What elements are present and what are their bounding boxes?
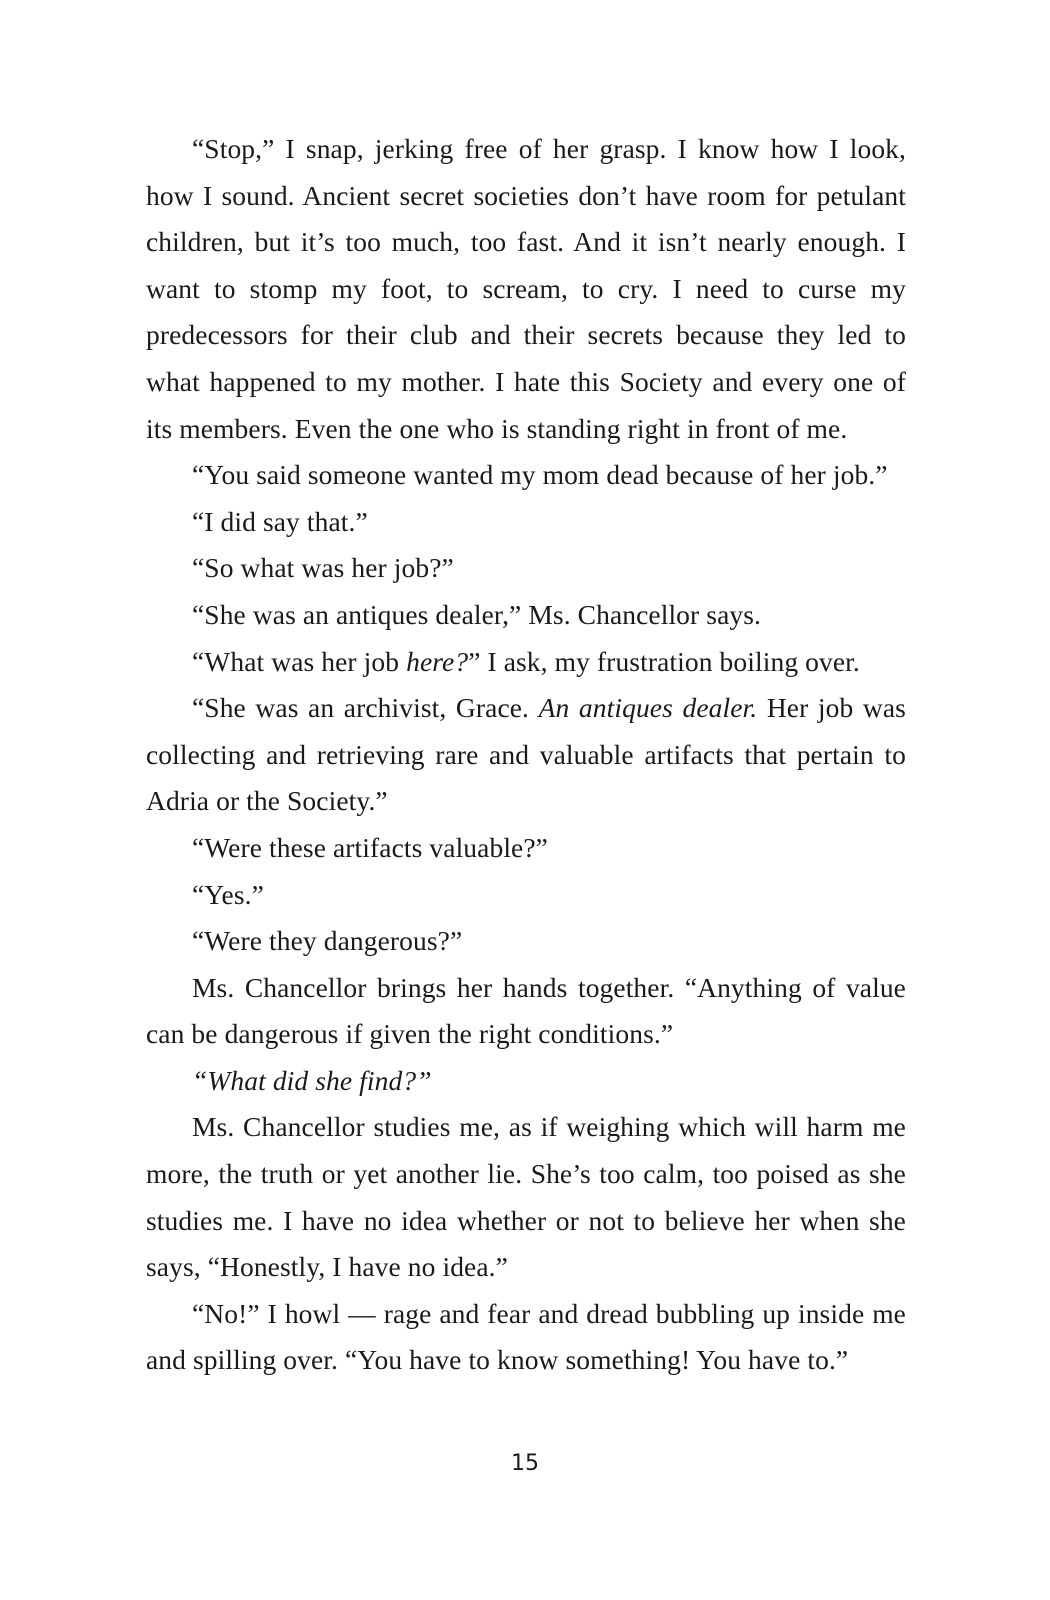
text-run: “You said someone wanted my mom dead because of her job.” bbox=[192, 459, 888, 491]
italic-text: “What did she find?” bbox=[192, 1064, 432, 1096]
body-text bbox=[146, 126, 906, 1384]
paragraph bbox=[146, 499, 906, 546]
text-run: “Were they dangerous?” bbox=[192, 925, 463, 957]
paragraph bbox=[146, 639, 906, 686]
text-run: “She was an antiques dealer,” Ms. Chancellor says. bbox=[192, 598, 762, 630]
paragraph bbox=[146, 965, 906, 1058]
text-run: Ms. Chancellor studies me, as if weighing which will harm me more, the truth or yet another lie. She’s too calm, too poised as she studies me. I have no idea whether or not to believe her when she says, “Honestly, I have no idea.” bbox=[146, 1111, 906, 1283]
paragraph bbox=[146, 126, 906, 452]
text-run: “I did say that.” bbox=[192, 505, 368, 537]
text-run: “So what was her job?” bbox=[192, 552, 454, 584]
text-run: Her job was collecting and retrieving rare and valuable artifacts that pertain to Adria or the Society.” bbox=[146, 692, 906, 817]
text-run: ” I ask, my frustration boiling over. bbox=[468, 645, 860, 677]
text-run: “Yes.” bbox=[192, 878, 264, 910]
paragraph bbox=[146, 1291, 906, 1384]
paragraph bbox=[146, 918, 906, 965]
paragraph bbox=[146, 592, 906, 639]
paragraph bbox=[146, 1058, 906, 1105]
paragraph bbox=[146, 1104, 906, 1290]
paragraph bbox=[146, 685, 906, 825]
text-run: Ms. Chancellor brings her hands together. “Anything of value can be dangerous if given the right conditions.” bbox=[146, 971, 906, 1050]
paragraph bbox=[146, 545, 906, 592]
paragraph bbox=[146, 872, 906, 919]
paragraph bbox=[146, 825, 906, 872]
paragraph bbox=[146, 452, 906, 499]
italic-text: An antiques dealer. bbox=[538, 692, 758, 724]
text-run: “No!” I howl — rage and fear and dread bubbling up inside me and spilling over. “You have to know something! You have to.” bbox=[146, 1297, 906, 1376]
page-number: 15 bbox=[511, 1451, 539, 1476]
text-run: “Were these artifacts valuable?” bbox=[192, 831, 548, 863]
text-run: “She was an archivist, Grace. bbox=[192, 692, 539, 724]
text-run: “Stop,” I snap, jerking free of her grasp. I know how I look, how I sound. Ancient secret societies don’t have room for petulant children, but it’s too much, too fast. And it isn’t nearly enough. I want to stomp my foot, to scream, to cry. I need to curse my predecessors for their club and their secrets because they led to what happened to my mother. I hate this Society and every one of its members. Even the one who is standing right in front of me. bbox=[146, 133, 906, 444]
text-run: “What was her job bbox=[192, 645, 407, 677]
italic-text: here? bbox=[406, 645, 469, 677]
